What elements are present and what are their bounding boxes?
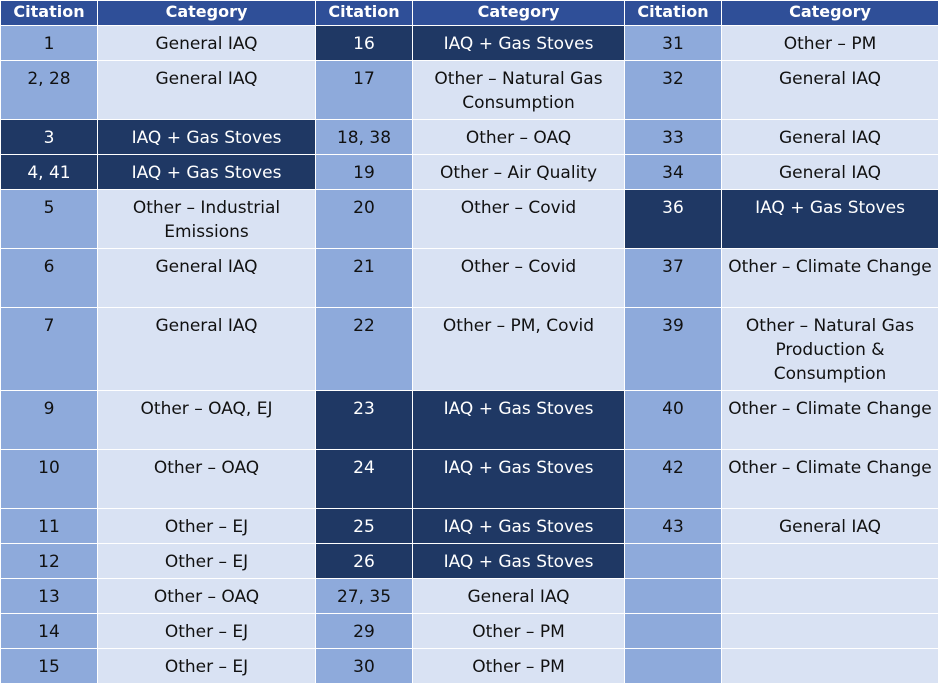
category-cell: Other – Natural Gas Consumption bbox=[413, 61, 625, 120]
category-cell: IAQ + Gas Stoves bbox=[413, 450, 625, 509]
category-cell: General IAQ bbox=[722, 61, 939, 120]
citation-cell: 11 bbox=[1, 509, 98, 544]
category-cell: Other – Covid bbox=[413, 190, 625, 249]
citation-cell: 14 bbox=[1, 614, 98, 649]
citation-cell: 6 bbox=[1, 249, 98, 308]
citation-cell: 18, 38 bbox=[316, 120, 413, 155]
header-citation: Citation bbox=[1, 1, 98, 26]
table-row bbox=[1, 120, 939, 155]
citation-cell: 3 bbox=[1, 120, 98, 155]
category-cell: General IAQ bbox=[98, 61, 316, 120]
citation-cell bbox=[625, 544, 722, 579]
citation-cell: 9 bbox=[1, 391, 98, 450]
table-row bbox=[1, 190, 939, 249]
category-cell: Other – Air Quality bbox=[413, 155, 625, 190]
table-row bbox=[1, 61, 939, 120]
citation-cell: 10 bbox=[1, 450, 98, 509]
table-row bbox=[1, 614, 939, 649]
table-row bbox=[1, 579, 939, 614]
category-cell: Other – EJ bbox=[98, 614, 316, 649]
citation-cell: 40 bbox=[625, 391, 722, 450]
citation-cell: 36 bbox=[625, 190, 722, 249]
citation-cell: 13 bbox=[1, 579, 98, 614]
citation-cell: 1 bbox=[1, 26, 98, 61]
citation-cell: 25 bbox=[316, 509, 413, 544]
citation-cell: 15 bbox=[1, 649, 98, 684]
citation-cell: 24 bbox=[316, 450, 413, 509]
category-cell: General IAQ bbox=[98, 249, 316, 308]
header-category: Category bbox=[722, 1, 939, 26]
category-cell: General IAQ bbox=[98, 308, 316, 391]
citation-cell: 16 bbox=[316, 26, 413, 61]
header-citation: Citation bbox=[316, 1, 413, 26]
table-row bbox=[1, 308, 939, 391]
citation-cell: 19 bbox=[316, 155, 413, 190]
header-category: Category bbox=[413, 1, 625, 26]
citation-cell: 34 bbox=[625, 155, 722, 190]
citation-cell: 12 bbox=[1, 544, 98, 579]
citation-cell: 32 bbox=[625, 61, 722, 120]
citation-cell: 23 bbox=[316, 391, 413, 450]
table-row bbox=[1, 249, 939, 308]
citation-cell: 33 bbox=[625, 120, 722, 155]
category-cell: General IAQ bbox=[722, 155, 939, 190]
category-cell bbox=[722, 579, 939, 614]
category-cell: Other – OAQ, EJ bbox=[98, 391, 316, 450]
category-cell: Other – OAQ bbox=[98, 579, 316, 614]
category-cell: Other – EJ bbox=[98, 649, 316, 684]
category-cell: Other – Covid bbox=[413, 249, 625, 308]
citation-cell: 29 bbox=[316, 614, 413, 649]
header-category: Category bbox=[98, 1, 316, 26]
category-cell: IAQ + Gas Stoves bbox=[98, 155, 316, 190]
citation-cell: 2, 28 bbox=[1, 61, 98, 120]
category-cell: General IAQ bbox=[413, 579, 625, 614]
category-cell: Other – OAQ bbox=[413, 120, 625, 155]
citation-cell: 30 bbox=[316, 649, 413, 684]
citation-cell: 7 bbox=[1, 308, 98, 391]
header-citation: Citation bbox=[625, 1, 722, 26]
table-row bbox=[1, 391, 939, 450]
citation-cell: 5 bbox=[1, 190, 98, 249]
citation-cell: 43 bbox=[625, 509, 722, 544]
table-body bbox=[1, 26, 939, 684]
citation-cell: 20 bbox=[316, 190, 413, 249]
citation-cell: 26 bbox=[316, 544, 413, 579]
citation-cell: 37 bbox=[625, 249, 722, 308]
citation-cell bbox=[625, 579, 722, 614]
table-row bbox=[1, 155, 939, 190]
citation-cell bbox=[625, 649, 722, 684]
category-cell bbox=[722, 544, 939, 579]
category-cell: Other – EJ bbox=[98, 544, 316, 579]
category-cell: Other – Climate Change bbox=[722, 450, 939, 509]
category-cell: Other – EJ bbox=[98, 509, 316, 544]
citation-cell: 4, 41 bbox=[1, 155, 98, 190]
category-cell: IAQ + Gas Stoves bbox=[98, 120, 316, 155]
category-cell bbox=[722, 614, 939, 649]
category-cell bbox=[722, 649, 939, 684]
category-cell: Other – Industrial Emissions bbox=[98, 190, 316, 249]
category-cell: IAQ + Gas Stoves bbox=[413, 391, 625, 450]
category-cell: Other – Climate Change bbox=[722, 391, 939, 450]
citation-cell: 21 bbox=[316, 249, 413, 308]
citation-cell bbox=[625, 614, 722, 649]
citation-cell: 42 bbox=[625, 450, 722, 509]
header-row bbox=[1, 1, 939, 26]
citation-cell: 17 bbox=[316, 61, 413, 120]
category-cell: Other – Natural Gas Production & Consumption bbox=[722, 308, 939, 391]
category-cell: General IAQ bbox=[98, 26, 316, 61]
category-cell: Other – PM, Covid bbox=[413, 308, 625, 391]
table-row bbox=[1, 544, 939, 579]
category-cell: General IAQ bbox=[722, 120, 939, 155]
table-row bbox=[1, 450, 939, 509]
category-cell: IAQ + Gas Stoves bbox=[413, 509, 625, 544]
category-cell: IAQ + Gas Stoves bbox=[722, 190, 939, 249]
category-cell: Other – PM bbox=[722, 26, 939, 61]
table-row bbox=[1, 649, 939, 684]
table-row bbox=[1, 26, 939, 61]
table-row bbox=[1, 509, 939, 544]
category-cell: Other – PM bbox=[413, 614, 625, 649]
citation-cell: 27, 35 bbox=[316, 579, 413, 614]
category-cell: IAQ + Gas Stoves bbox=[413, 26, 625, 61]
citation-cell: 22 bbox=[316, 308, 413, 391]
citation-cell: 39 bbox=[625, 308, 722, 391]
category-cell: General IAQ bbox=[722, 509, 939, 544]
category-cell: IAQ + Gas Stoves bbox=[413, 544, 625, 579]
category-cell: Other – OAQ bbox=[98, 450, 316, 509]
category-cell: Other – Climate Change bbox=[722, 249, 939, 308]
citation-cell: 31 bbox=[625, 26, 722, 61]
category-cell: Other – PM bbox=[413, 649, 625, 684]
